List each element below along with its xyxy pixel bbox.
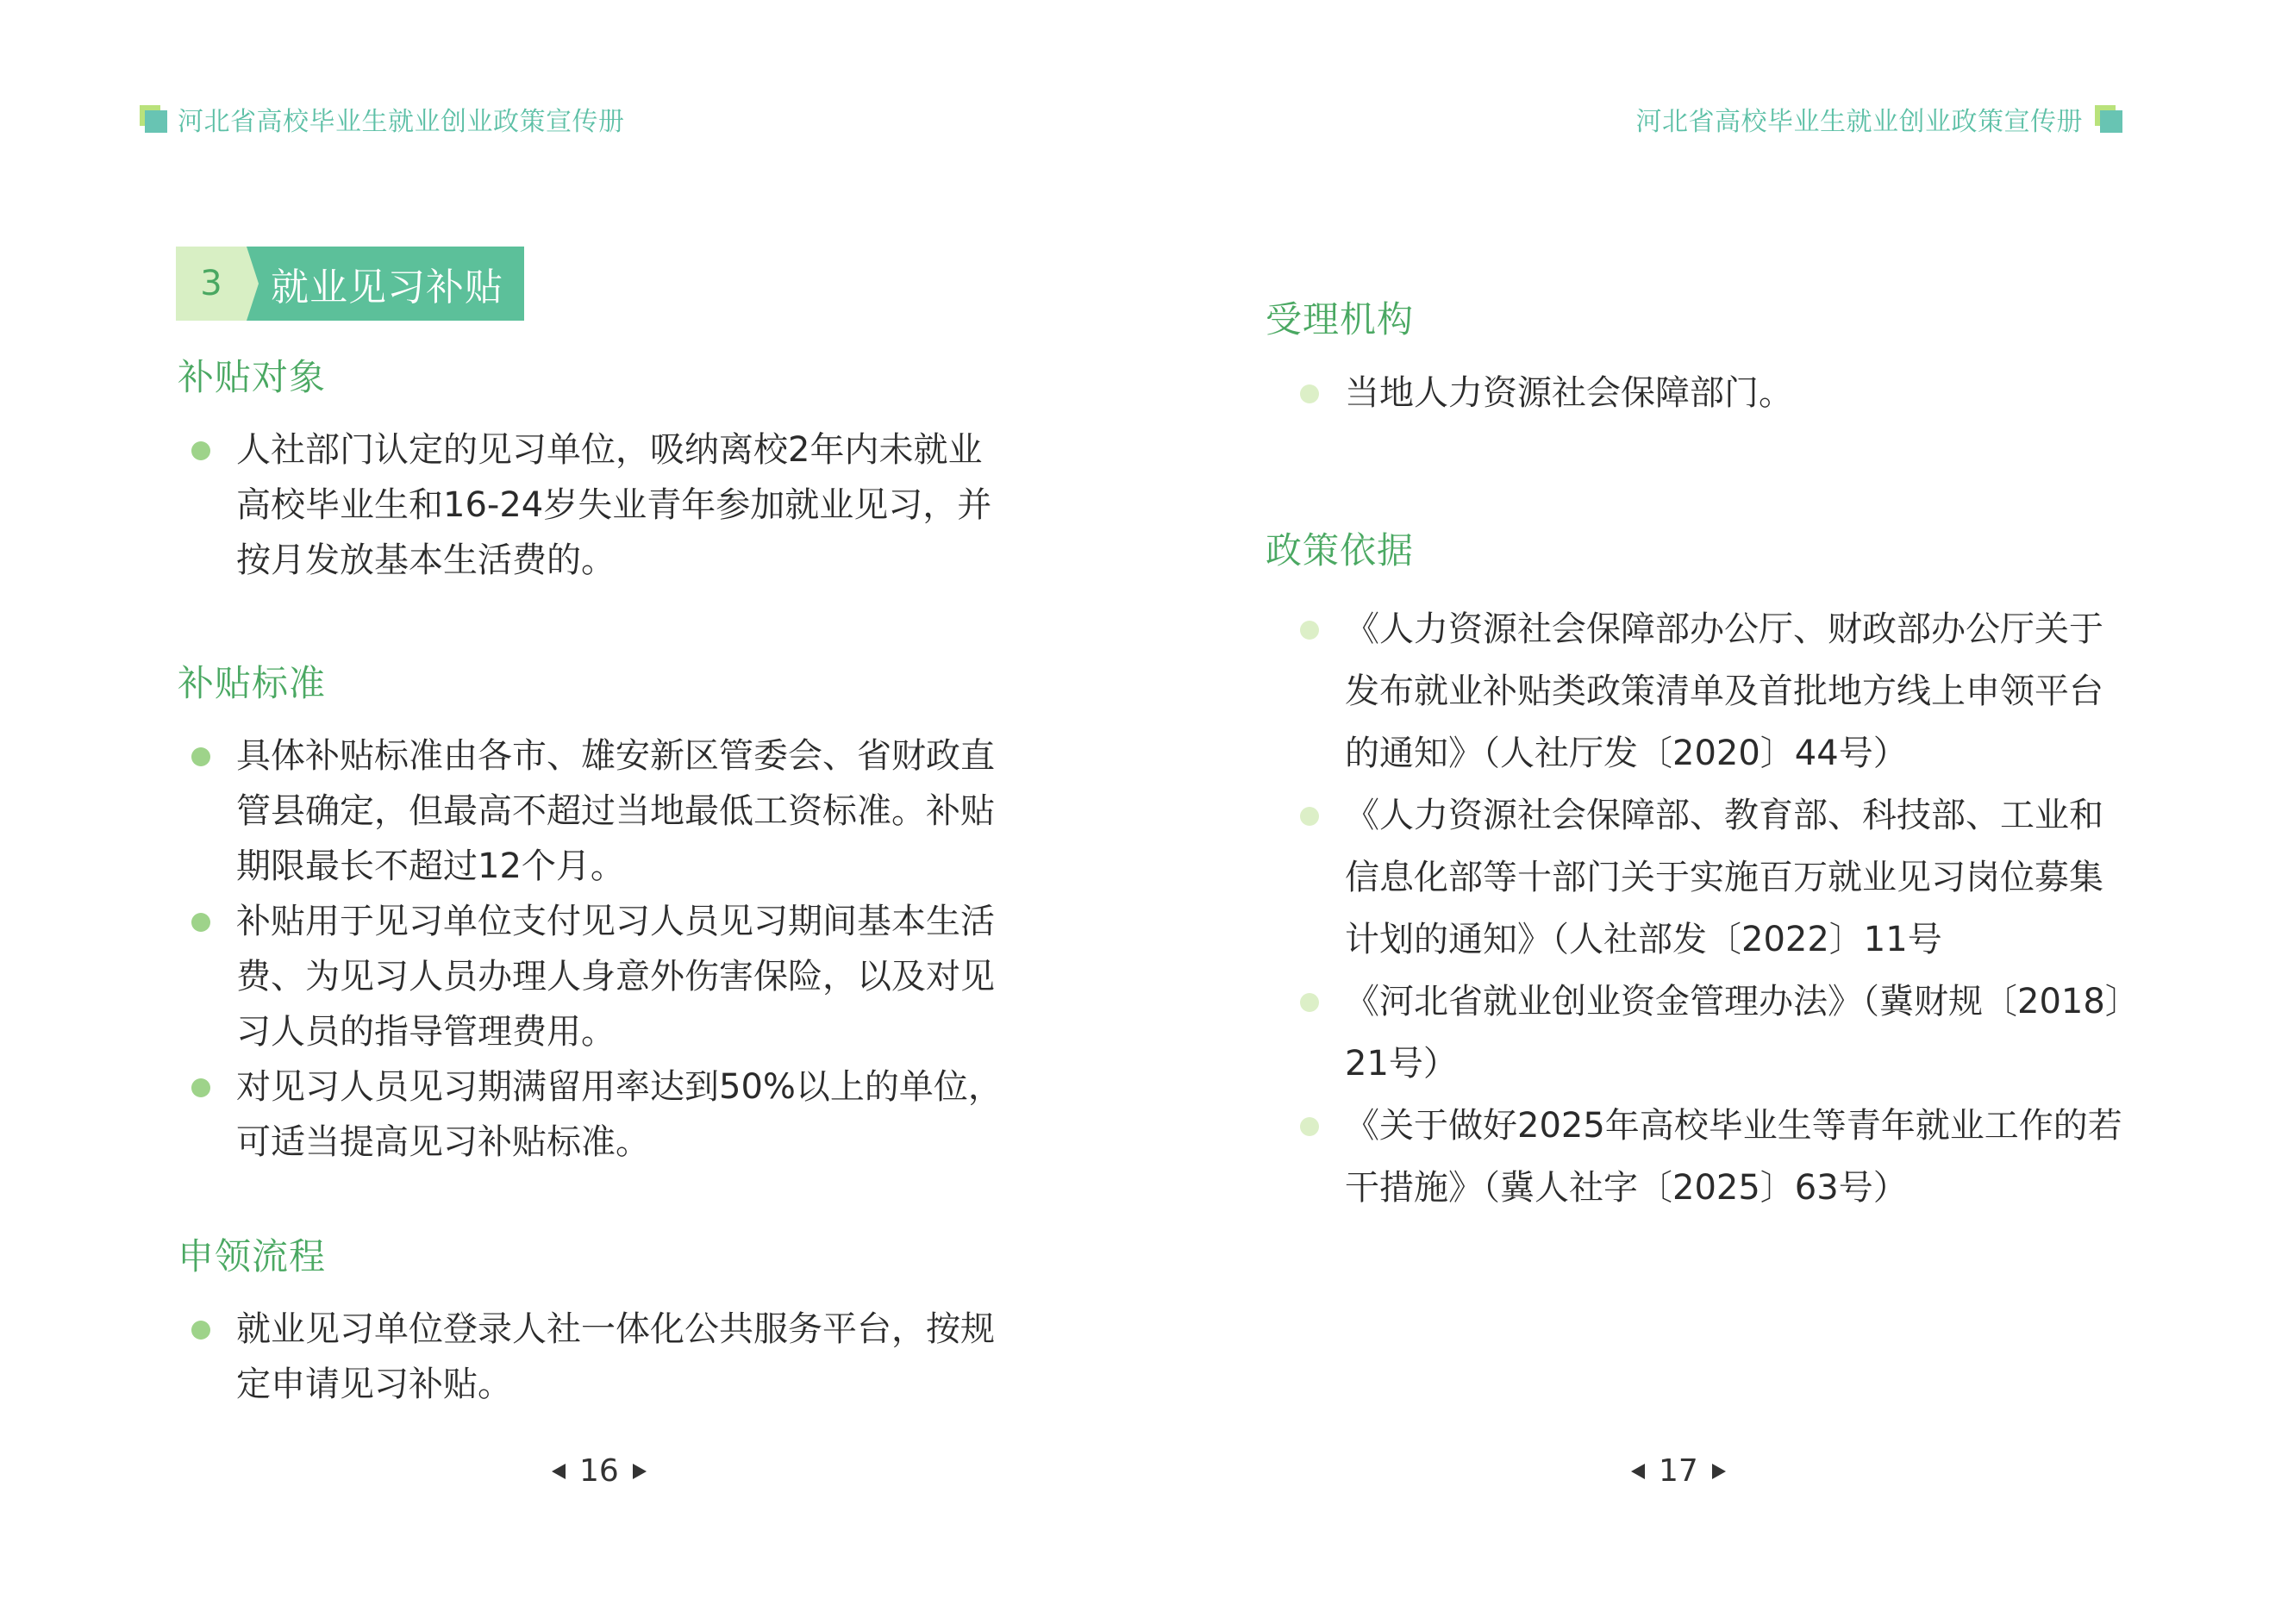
bullet-icon — [191, 913, 210, 932]
page-number: 17 — [1631, 1453, 1726, 1489]
bullet-icon — [191, 747, 210, 766]
right-page — [1134, 0, 2269, 1624]
page-number: 16 — [552, 1453, 647, 1489]
handling-agency-heading: 受理机构 — [1266, 298, 1415, 340]
list-item: 具体补贴标准由各市、雄安新区管委会、省财政直管县确定，但最高不超过当地最低工资标准。补贴期限最长不超过12个月。 — [178, 728, 1022, 894]
list-item: 《人力资源社会保障部、教育部、科技部、工业和信息化部等十部门关于实施百万就业见习岗位募集计划的通知》（人社部发〔2022〕11号 — [1286, 784, 2131, 971]
policy-basis-heading: 政策依据 — [1266, 529, 1415, 572]
subsidy-standard-heading: 补贴标准 — [178, 662, 327, 704]
list-item: 人社部门认定的见习单位，吸纳离校2年内未就业高校毕业生和16-24岁失业青年参加就业见习，并按月发放基本生活费的。 — [178, 422, 1014, 588]
running-header — [1636, 100, 2123, 138]
running-header-text: 河北省高校毕业生就业创业政策宣传册 — [1635, 107, 2083, 137]
section-banner — [176, 247, 524, 321]
application-process-heading: 申领流程 — [178, 1235, 327, 1277]
header-square-icon — [2095, 105, 2122, 133]
bullet-icon — [191, 441, 210, 460]
subsidy-target-heading: 补贴对象 — [178, 356, 327, 398]
list-item: 《人力资源社会保障部办公厅、财政部办公厅关于发布就业补贴类政策清单及首批地方线上申领平台的通知》（人社厅发〔2020〕44号） — [1286, 598, 2131, 784]
banner-arrow-icon — [247, 247, 259, 321]
subsidy-standard-list — [178, 728, 1022, 1170]
triangle-left-icon — [1631, 1464, 1645, 1479]
list-item: 《关于做好2025年高校毕业生等青年就业工作的若干措施》（冀人社字〔2025〕63号） — [1286, 1095, 2131, 1219]
header-square-icon — [140, 105, 167, 133]
policy-basis-list — [1286, 598, 2131, 1219]
handling-agency-list — [1286, 365, 2148, 421]
running-header — [140, 100, 625, 138]
list-item: 补贴用于见习单位支付见习人员见习期间基本生活费、为见习人员办理人身意外伤害保险，以及对见习人员的指导管理费用。 — [178, 894, 1022, 1059]
bullet-icon — [1300, 384, 1319, 403]
section-title: 就业见习补贴 — [259, 247, 524, 321]
bullet-icon — [1300, 993, 1319, 1012]
subsidy-target-list — [178, 422, 1014, 588]
running-header-text: 河北省高校毕业生就业创业政策宣传册 — [178, 107, 625, 137]
triangle-right-icon — [1712, 1464, 1726, 1479]
bullet-icon — [191, 1321, 210, 1340]
triangle-left-icon — [552, 1464, 566, 1479]
application-process-list — [178, 1302, 1014, 1412]
bullet-icon — [1300, 1117, 1319, 1136]
left-page — [0, 0, 1134, 1624]
bullet-icon — [191, 1078, 210, 1097]
list-item: 《河北省就业创业资金管理办法》（冀财规〔2018〕21号） — [1286, 971, 2131, 1095]
triangle-right-icon — [633, 1464, 647, 1479]
list-item: 对见习人员见习期满留用率达到50%以上的单位，可适当提高见习补贴标准。 — [178, 1059, 1022, 1170]
section-number: 3 — [176, 247, 247, 321]
list-item: 就业见习单位登录人社一体化公共服务平台，按规定申请见习补贴。 — [178, 1302, 1014, 1412]
bullet-icon — [1300, 807, 1319, 826]
bullet-icon — [1300, 621, 1319, 640]
list-item: 当地人力资源社会保障部门。 — [1286, 365, 2148, 421]
